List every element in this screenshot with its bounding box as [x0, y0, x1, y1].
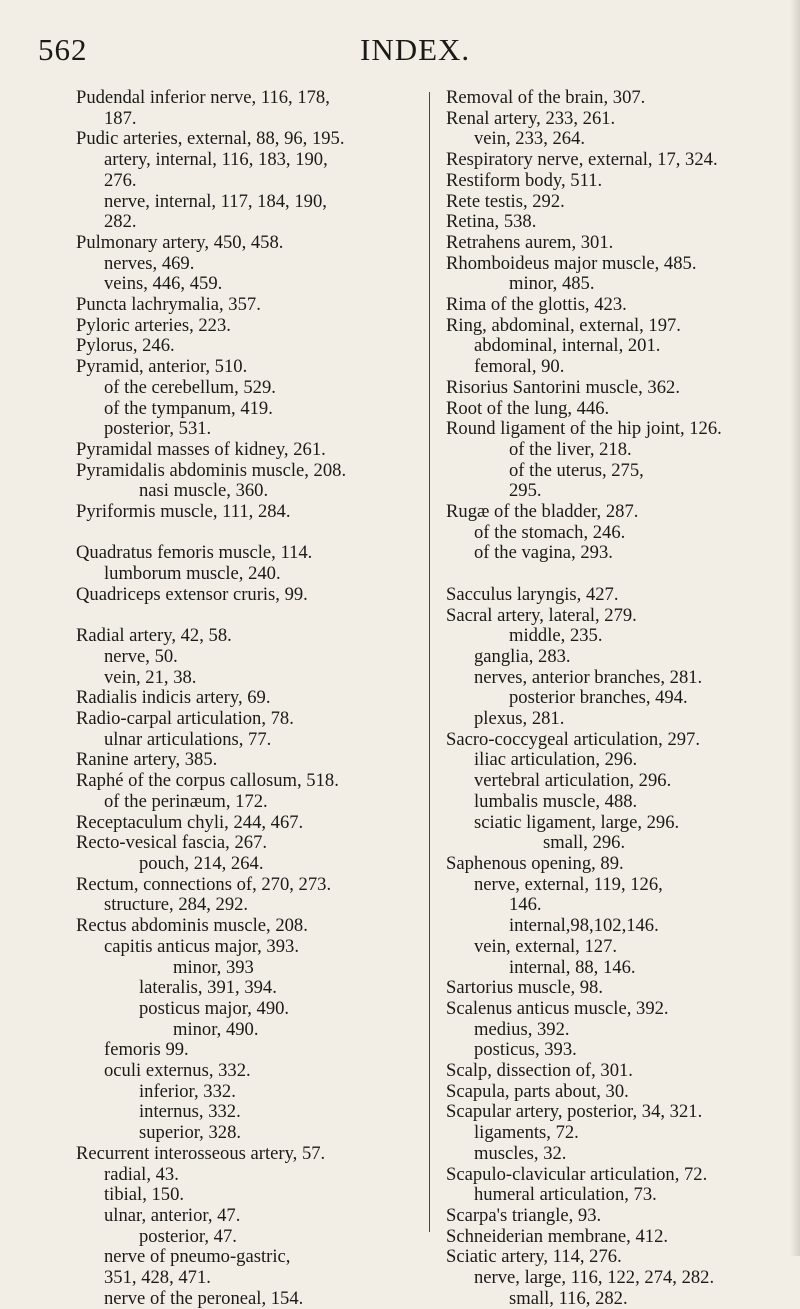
index-subentry: tibial, 150.	[104, 1184, 185, 1206]
index-subentry: of the liver, 218.	[509, 438, 632, 460]
index-subentry: lumborum muscle, 240.	[104, 563, 281, 585]
index-subentry: internal,98,102,146.	[509, 915, 659, 937]
page-number: 562	[38, 32, 88, 67]
index-entry: Pudendal inferior nerve, 116, 178,	[76, 87, 330, 108]
index-subentry: sciatic ligament, large, 296.	[474, 811, 680, 833]
index-subentry: internal, 88, 146.	[509, 956, 636, 978]
index-subentry: ulnar, anterior, 47.	[104, 1204, 241, 1226]
index-entry: Rectum, connections of, 270, 273.	[76, 873, 332, 895]
index-subentry: lateralis, 391, 394.	[139, 977, 277, 999]
section-gap	[446, 564, 790, 585]
column-divider	[429, 92, 430, 1232]
index-entry: Rhomboideus major muscle, 485.	[446, 252, 697, 274]
index-entry: Root of the lung, 446.	[446, 397, 610, 419]
index-entry: Receptaculum chyli, 244, 467.	[76, 811, 304, 833]
index-subentry: of the tympanum, 419.	[104, 397, 273, 419]
index-subentry: humeral articulation, 73.	[474, 1184, 657, 1206]
index-entry: Sartorius muscle, 98.	[446, 977, 603, 999]
index-entry: Ring, abdominal, external, 197.	[446, 314, 681, 336]
index-subentry: vein, 21, 38.	[104, 666, 197, 688]
index-subentry: vein, 233, 264.	[474, 128, 586, 150]
index-subentry: veins, 446, 459.	[104, 273, 223, 295]
index-entry: Pyramidal masses of kidney, 261.	[76, 438, 326, 460]
index-subentry: nerve, large, 116, 122, 274, 282.	[474, 1267, 715, 1289]
index-column-left	[76, 88, 416, 1309]
index-entry: Restiform body, 511.	[446, 169, 603, 191]
index-subentry: inferior, 332.	[139, 1080, 236, 1102]
index-entry: Recurrent interosseous artery, 57.	[76, 1142, 326, 1164]
index-subentry: nasi muscle, 360.	[139, 480, 269, 502]
index-subentry: small, 296.	[543, 832, 626, 854]
index-subentry: posterior branches, 494.	[509, 687, 688, 709]
index-subentry: posticus major, 490.	[139, 997, 290, 1019]
running-head-title: INDEX.	[360, 32, 471, 67]
index-entry: Risorius Santorini muscle, 362.	[446, 376, 680, 398]
page-header	[0, 32, 800, 72]
index-entry: Sacral artery, lateral, 279.	[446, 604, 637, 626]
index-subentry: of the perinæum, 172.	[104, 790, 268, 812]
index-subentry: posterior, 531.	[104, 418, 212, 440]
index-subentry: of the cerebellum, 529.	[104, 376, 276, 398]
index-entry: Pyloric arteries, 223.	[76, 314, 231, 336]
index-subentry: oculi externus, 332.	[104, 1060, 251, 1082]
index-subentry: middle, 235.	[509, 625, 603, 647]
index-entry: Sciatic artery, 114, 276.	[446, 1246, 622, 1268]
index-entry: Scapula, parts about, 30.	[446, 1080, 629, 1102]
index-subentry: femoral, 90.	[474, 356, 565, 378]
index-subentry: ligaments, 72.	[474, 1122, 579, 1144]
index-subentry: ganglia, 283.	[474, 645, 571, 667]
index-subentry: iliac articulation, 296.	[474, 749, 638, 771]
index-subentry: nerve of the peroneal, 154.	[104, 1287, 304, 1309]
index-subentry: nerve, internal, 117, 184, 190,	[104, 190, 327, 212]
index-subentry: capitis anticus major, 393.	[104, 935, 299, 957]
index-subentry: superior, 328.	[139, 1122, 242, 1144]
index-subentry: 282.	[104, 211, 137, 233]
index-entry: Rectus abdominis muscle, 208.	[76, 915, 308, 937]
index-entry: Radialis indicis artery, 69.	[76, 687, 271, 709]
index-entry: Rete testis, 292.	[446, 190, 565, 212]
index-subentry: posticus, 393.	[474, 1039, 577, 1061]
index-subentry: vertebral articulation, 296.	[474, 770, 672, 792]
index-subentry: nerves, anterior branches, 281.	[474, 666, 703, 688]
page-edge-shadow	[790, 0, 800, 1256]
index-subentry: lumbalis muscle, 488.	[474, 790, 638, 812]
index-entry: Quadriceps extensor cruris, 99.	[76, 583, 308, 605]
index-entry: Scalenus anticus muscle, 392.	[446, 997, 669, 1019]
index-subentry: 295.	[509, 480, 542, 502]
index-entry: Radial artery, 42, 58.	[76, 625, 232, 647]
index-entry: Rima of the glottis, 423.	[446, 294, 627, 316]
index-subentry: muscles, 32.	[474, 1142, 567, 1164]
index-column-right	[446, 88, 790, 1309]
index-subentry: plexus, 281.	[474, 708, 565, 730]
index-entry: Pylorus, 246.	[76, 335, 175, 357]
index-subentry: posterior, 47.	[139, 1225, 237, 1247]
index-entry: Saphenous opening, 89.	[446, 853, 624, 874]
index-subentry: internus, 332.	[139, 1101, 241, 1123]
index-entry: Removal of the brain, 307.	[446, 87, 646, 108]
index-entry: Pyramidalis abdominis muscle, 208.	[76, 459, 347, 481]
index-entry: Radio-carpal articulation, 78.	[76, 708, 294, 730]
index-subentry: femoris 99.	[104, 1039, 189, 1061]
index-entry: Raphé of the corpus callosum, 518.	[76, 770, 339, 792]
index-subentry: 276.	[104, 169, 137, 191]
index-subentry: medius, 392.	[474, 1018, 570, 1040]
index-entry: Pyramid, anterior, 510.	[76, 356, 248, 378]
index-entry: Sacculus laryngis, 427.	[446, 583, 619, 605]
index-subentry: vein, external, 127.	[474, 935, 618, 957]
index-subentry: nerve, external, 119, 126,	[474, 873, 663, 895]
index-subentry: 351, 428, 471.	[104, 1267, 211, 1289]
index-subentry: of the uterus, 275,	[509, 459, 644, 481]
index-subentry: minor, 490.	[173, 1018, 259, 1040]
index-entry: Pulmonary artery, 450, 458.	[76, 231, 284, 253]
index-entry: Schneiderian membrane, 412.	[446, 1225, 669, 1247]
index-entry: Scapular artery, posterior, 34, 321.	[446, 1101, 703, 1123]
index-entry: Retina, 538.	[446, 211, 537, 233]
index-entry: Rugæ of the bladder, 287.	[446, 501, 639, 523]
index-subentry: ulnar articulations, 77.	[104, 728, 272, 750]
index-entry: Recto-vesical fascia, 267.	[76, 832, 268, 854]
index-subentry: structure, 284, 292.	[104, 894, 249, 916]
index-entry: Pyriformis muscle, 111, 284.	[76, 501, 291, 523]
index-subentry: minor, 393	[173, 956, 254, 978]
index-subentry: nerve of pneumo-gastric,	[104, 1246, 291, 1268]
index-subentry: abdominal, internal, 201.	[474, 335, 661, 357]
index-subentry: radial, 43.	[104, 1163, 179, 1185]
index-entry: Scapulo-clavicular articulation, 72.	[446, 1163, 708, 1185]
index-entry: Pudic arteries, external, 88, 96, 195.	[76, 128, 345, 150]
index-entry: Round ligament of the hip joint, 126.	[446, 418, 722, 440]
index-entry: Sacro-coccygeal articulation, 297.	[446, 728, 701, 750]
index-subentry: pouch, 214, 264.	[139, 852, 264, 874]
index-subentry: of the vagina, 293.	[474, 542, 613, 564]
section-gap	[76, 523, 416, 544]
index-subentry: nerve, 50.	[104, 645, 178, 667]
index-subentry: of the stomach, 246.	[474, 521, 626, 543]
index-subentry: small, 116, 282.	[509, 1287, 628, 1309]
index-subentry: minor, 485.	[509, 273, 595, 295]
index-subentry: 187.	[104, 107, 137, 129]
index-entry: Ranine artery, 385.	[76, 749, 218, 771]
index-subentry: 146.	[509, 894, 542, 916]
index-subentry: artery, internal, 116, 183, 190,	[104, 149, 328, 171]
index-entry: Renal artery, 233, 261.	[446, 107, 616, 129]
index-entry: Puncta lachrymalia, 357.	[76, 294, 261, 316]
index-entry: Retrahens aurem, 301.	[446, 231, 614, 253]
index-subentry: nerves, 469.	[104, 252, 195, 274]
index-entry: Scalp, dissection of, 301.	[446, 1060, 633, 1082]
index-entry: Respiratory nerve, external, 17, 324.	[446, 149, 718, 171]
section-gap	[76, 606, 416, 627]
index-entry: Quadratus femoris muscle, 114.	[76, 542, 313, 564]
index-entry: Scarpa's triangle, 93.	[446, 1204, 602, 1226]
